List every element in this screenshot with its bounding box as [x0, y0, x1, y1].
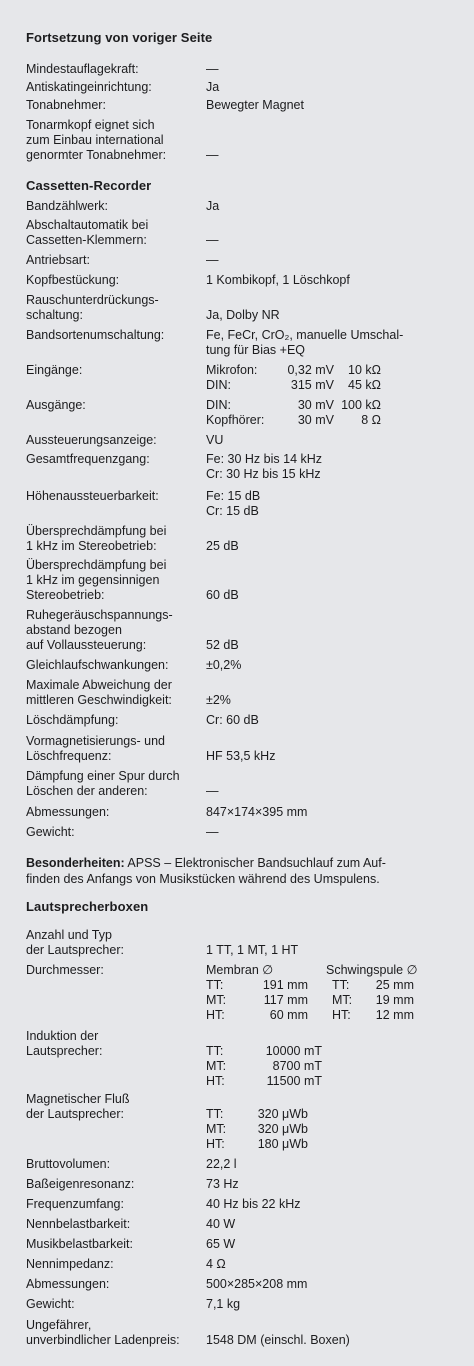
spec-value: 40 W: [206, 1217, 236, 1231]
spec-label: Gewicht:: [26, 1297, 75, 1311]
spec-label: Mindestauflagekraft:: [26, 62, 139, 76]
induction-table: [206, 1044, 322, 1089]
spec-value: 22,2 l: [206, 1157, 237, 1171]
cell: HT:: [332, 1008, 351, 1022]
spec-label: Löschen der anderen:: [26, 784, 148, 798]
cell: HT:: [206, 1074, 225, 1088]
spec-value: Ja, Dolby NR: [206, 308, 280, 322]
section-heading-speakers: Lautsprecherboxen: [26, 899, 149, 914]
spec-value: 4 Ω: [206, 1257, 226, 1271]
cell: 19 mm: [375, 993, 414, 1007]
cell: 8 Ω: [361, 413, 381, 427]
cell: 320 μWb: [257, 1122, 308, 1136]
cell: TT:: [206, 978, 224, 992]
cell: MT:: [332, 993, 353, 1007]
spec-value: Ja: [206, 80, 220, 94]
spec-value: 1 TT, 1 MT, 1 HT: [206, 943, 299, 957]
spec-value: 500×285×208 mm: [206, 1277, 308, 1291]
spec-label: unverbindlicher Ladenpreis:: [26, 1333, 180, 1347]
spec-value: 73 Hz: [206, 1177, 239, 1191]
cell: MT:: [206, 1059, 227, 1073]
spec-label: schaltung:: [26, 308, 83, 322]
cell: Mikrofon:: [206, 363, 258, 377]
cell: TT:: [332, 978, 350, 992]
spec-value: 847×174×395 mm: [206, 805, 308, 819]
spec-value: Fe: 30 Hz bis 14 kHz: [206, 452, 323, 466]
spec-label: Vormagnetisierungs- und: [26, 734, 165, 748]
spec-value: 1 Kombikopf, 1 Löschkopf: [206, 273, 350, 287]
cell: 315 mV: [290, 378, 334, 392]
spec-label: Induktion der: [26, 1029, 99, 1043]
spec-value: HF 53,5 kHz: [206, 749, 276, 763]
special-features-note: [26, 855, 456, 887]
spec-label: Abmessungen:: [26, 1277, 110, 1291]
spec-label: Maximale Abweichung der: [26, 678, 172, 692]
cell: 30 mV: [297, 398, 334, 412]
spec-value: ±2%: [206, 693, 231, 707]
spec-label: Löschdämpfung:: [26, 713, 119, 727]
spec-value: 60 dB: [206, 588, 239, 602]
spec-label: Nennimpedanz:: [26, 1257, 114, 1271]
spec-value: Ja: [206, 199, 220, 213]
spec-label: mittleren Geschwindigkeit:: [26, 693, 172, 707]
spec-label: 1 kHz im gegensinnigen: [26, 573, 160, 587]
spec-label: der Lautsprecher:: [26, 1107, 124, 1121]
spec-label: Durchmesser:: [26, 963, 104, 977]
spec-value: —: [206, 253, 219, 267]
spec-label: Abmessungen:: [26, 805, 110, 819]
spec-label: Antiskatingeinrichtung:: [26, 80, 152, 94]
spec-label: Eingänge:: [26, 363, 83, 377]
inputs-table: [206, 363, 381, 393]
section-heading-cassette: Cassetten-Recorder: [26, 178, 152, 193]
spec-label: Gleichlaufschwankungen:: [26, 658, 169, 672]
spec-value: Fe, FeCr, CrO₂, manuelle Umschal-: [206, 328, 404, 342]
cell: HT:: [206, 1137, 225, 1151]
spec-label: Übersprechdämpfung bei: [26, 558, 167, 572]
cell: 320 μWb: [257, 1107, 308, 1121]
cell: 0,32 mV: [287, 363, 334, 377]
cell: 10 kΩ: [348, 363, 381, 377]
spec-value: —: [206, 233, 219, 247]
spec-label: Baßeigenresonanz:: [26, 1177, 135, 1191]
spec-value: 7,1 kg: [206, 1297, 241, 1311]
spec-label: der Lautsprecher:: [26, 943, 124, 957]
section-heading-continuation: Fortsetzung von voriger Seite: [26, 30, 213, 45]
spec-label: Stereobetrieb:: [26, 588, 105, 602]
spec-value: ±0,2%: [206, 658, 242, 672]
cell: 12 mm: [375, 1008, 414, 1022]
cell: HT:: [206, 1008, 225, 1022]
spec-label: Dämpfung einer Spur durch: [26, 769, 180, 783]
cell: 30 mV: [297, 413, 334, 427]
spec-value: —: [206, 825, 219, 839]
spec-label: Frequenzumfang:: [26, 1197, 124, 1211]
cell: 117 mm: [263, 993, 308, 1007]
cell: 10000 mT: [265, 1044, 322, 1058]
spec-value: —: [206, 62, 219, 76]
cell: 100 kΩ: [341, 398, 381, 412]
cell: 60 mm: [269, 1008, 308, 1022]
diameter-table: [206, 963, 436, 1023]
spec-label: 1 kHz im Stereobetrieb:: [26, 539, 157, 553]
spec-value: 65 W: [206, 1237, 236, 1251]
spec-label: Aussteuerungsanzeige:: [26, 433, 157, 447]
cell: MT:: [206, 1122, 227, 1136]
column-header: Schwingspule ∅: [326, 963, 418, 977]
spec-value: —: [206, 148, 219, 162]
spec-label: Rauschunterdrückungs-: [26, 293, 159, 307]
cell: DIN:: [206, 378, 231, 392]
cell: Kopfhörer:: [206, 413, 265, 427]
spec-value: 52 dB: [206, 638, 239, 652]
spec-value: 40 Hz bis 22 kHz: [206, 1197, 301, 1211]
cell: 8700 mT: [272, 1059, 322, 1073]
spec-label: Kopfbestückung:: [26, 273, 120, 287]
special-features-text: APSS – Elektronischer Bandsuchlauf zum Auf-: [124, 856, 386, 870]
spec-label: Ungefährer,: [26, 1318, 92, 1332]
spec-label: Cassetten-Klemmern:: [26, 233, 147, 247]
spec-value: Cr: 30 Hz bis 15 kHz: [206, 467, 321, 481]
spec-label: Gesamtfrequenzgang:: [26, 452, 150, 466]
spec-label: Ruhegeräuschspannungs-: [26, 608, 173, 622]
spec-label: Antriebsart:: [26, 253, 90, 267]
spec-label: Höhenaussteuerbarkeit:: [26, 489, 159, 503]
spec-label: zum Einbau international: [26, 133, 164, 147]
spec-label: Abschaltautomatik bei: [26, 218, 149, 232]
spec-label: Musikbelastbarkeit:: [26, 1237, 133, 1251]
cell: 25 mm: [375, 978, 414, 992]
spec-value: tung für Bias +EQ: [206, 343, 306, 357]
cell: TT:: [206, 1107, 224, 1121]
spec-value: Cr: 60 dB: [206, 713, 259, 727]
special-features-text: finden des Anfangs von Musikstücken während des Umspulens.: [26, 872, 380, 886]
spec-label: Tonarmkopf eignet sich: [26, 118, 155, 132]
spec-label: Nennbelastbarkeit:: [26, 1217, 131, 1231]
cell: 191 mm: [262, 978, 308, 992]
column-header: Membran ∅: [206, 963, 274, 977]
cell: 11500 mT: [266, 1074, 322, 1088]
spec-label: Magnetischer Fluß: [26, 1092, 130, 1106]
spec-value: —: [206, 784, 219, 798]
spec-label: Lautsprecher:: [26, 1044, 103, 1058]
spec-label: Gewicht:: [26, 825, 75, 839]
spec-label: Löschfrequenz:: [26, 749, 112, 763]
spec-value: Cr: 15 dB: [206, 504, 259, 518]
special-features-label: Besonderheiten:: [26, 856, 125, 870]
spec-value: Fe: 15 dB: [206, 489, 261, 503]
cell: MT:: [206, 993, 227, 1007]
flux-table: [206, 1107, 308, 1152]
spec-label: Bruttovolumen:: [26, 1157, 111, 1171]
cell: 180 μWb: [257, 1137, 308, 1151]
spec-label: auf Vollaussteuerung:: [26, 638, 147, 652]
spec-value: 1548 DM (einschl. Boxen): [206, 1333, 350, 1347]
spec-label: abstand bezogen: [26, 623, 122, 637]
spec-label: Ausgänge:: [26, 398, 86, 412]
cell: TT:: [206, 1044, 224, 1058]
spec-label: Übersprechdämpfung bei: [26, 524, 167, 538]
cell: DIN:: [206, 398, 231, 412]
cell: 45 kΩ: [348, 378, 381, 392]
spec-label: Bandzählwerk:: [26, 199, 108, 213]
spec-label: Bandsortenumschaltung:: [26, 328, 165, 342]
outputs-table: [206, 398, 381, 428]
spec-label: Anzahl und Typ: [26, 928, 112, 942]
spec-value: VU: [206, 433, 224, 447]
spec-value: 25 dB: [206, 539, 239, 553]
spec-value: Bewegter Magnet: [206, 98, 304, 112]
spec-label: Tonabnehmer:: [26, 98, 106, 112]
spec-label: genormter Tonabnehmer:: [26, 148, 167, 162]
